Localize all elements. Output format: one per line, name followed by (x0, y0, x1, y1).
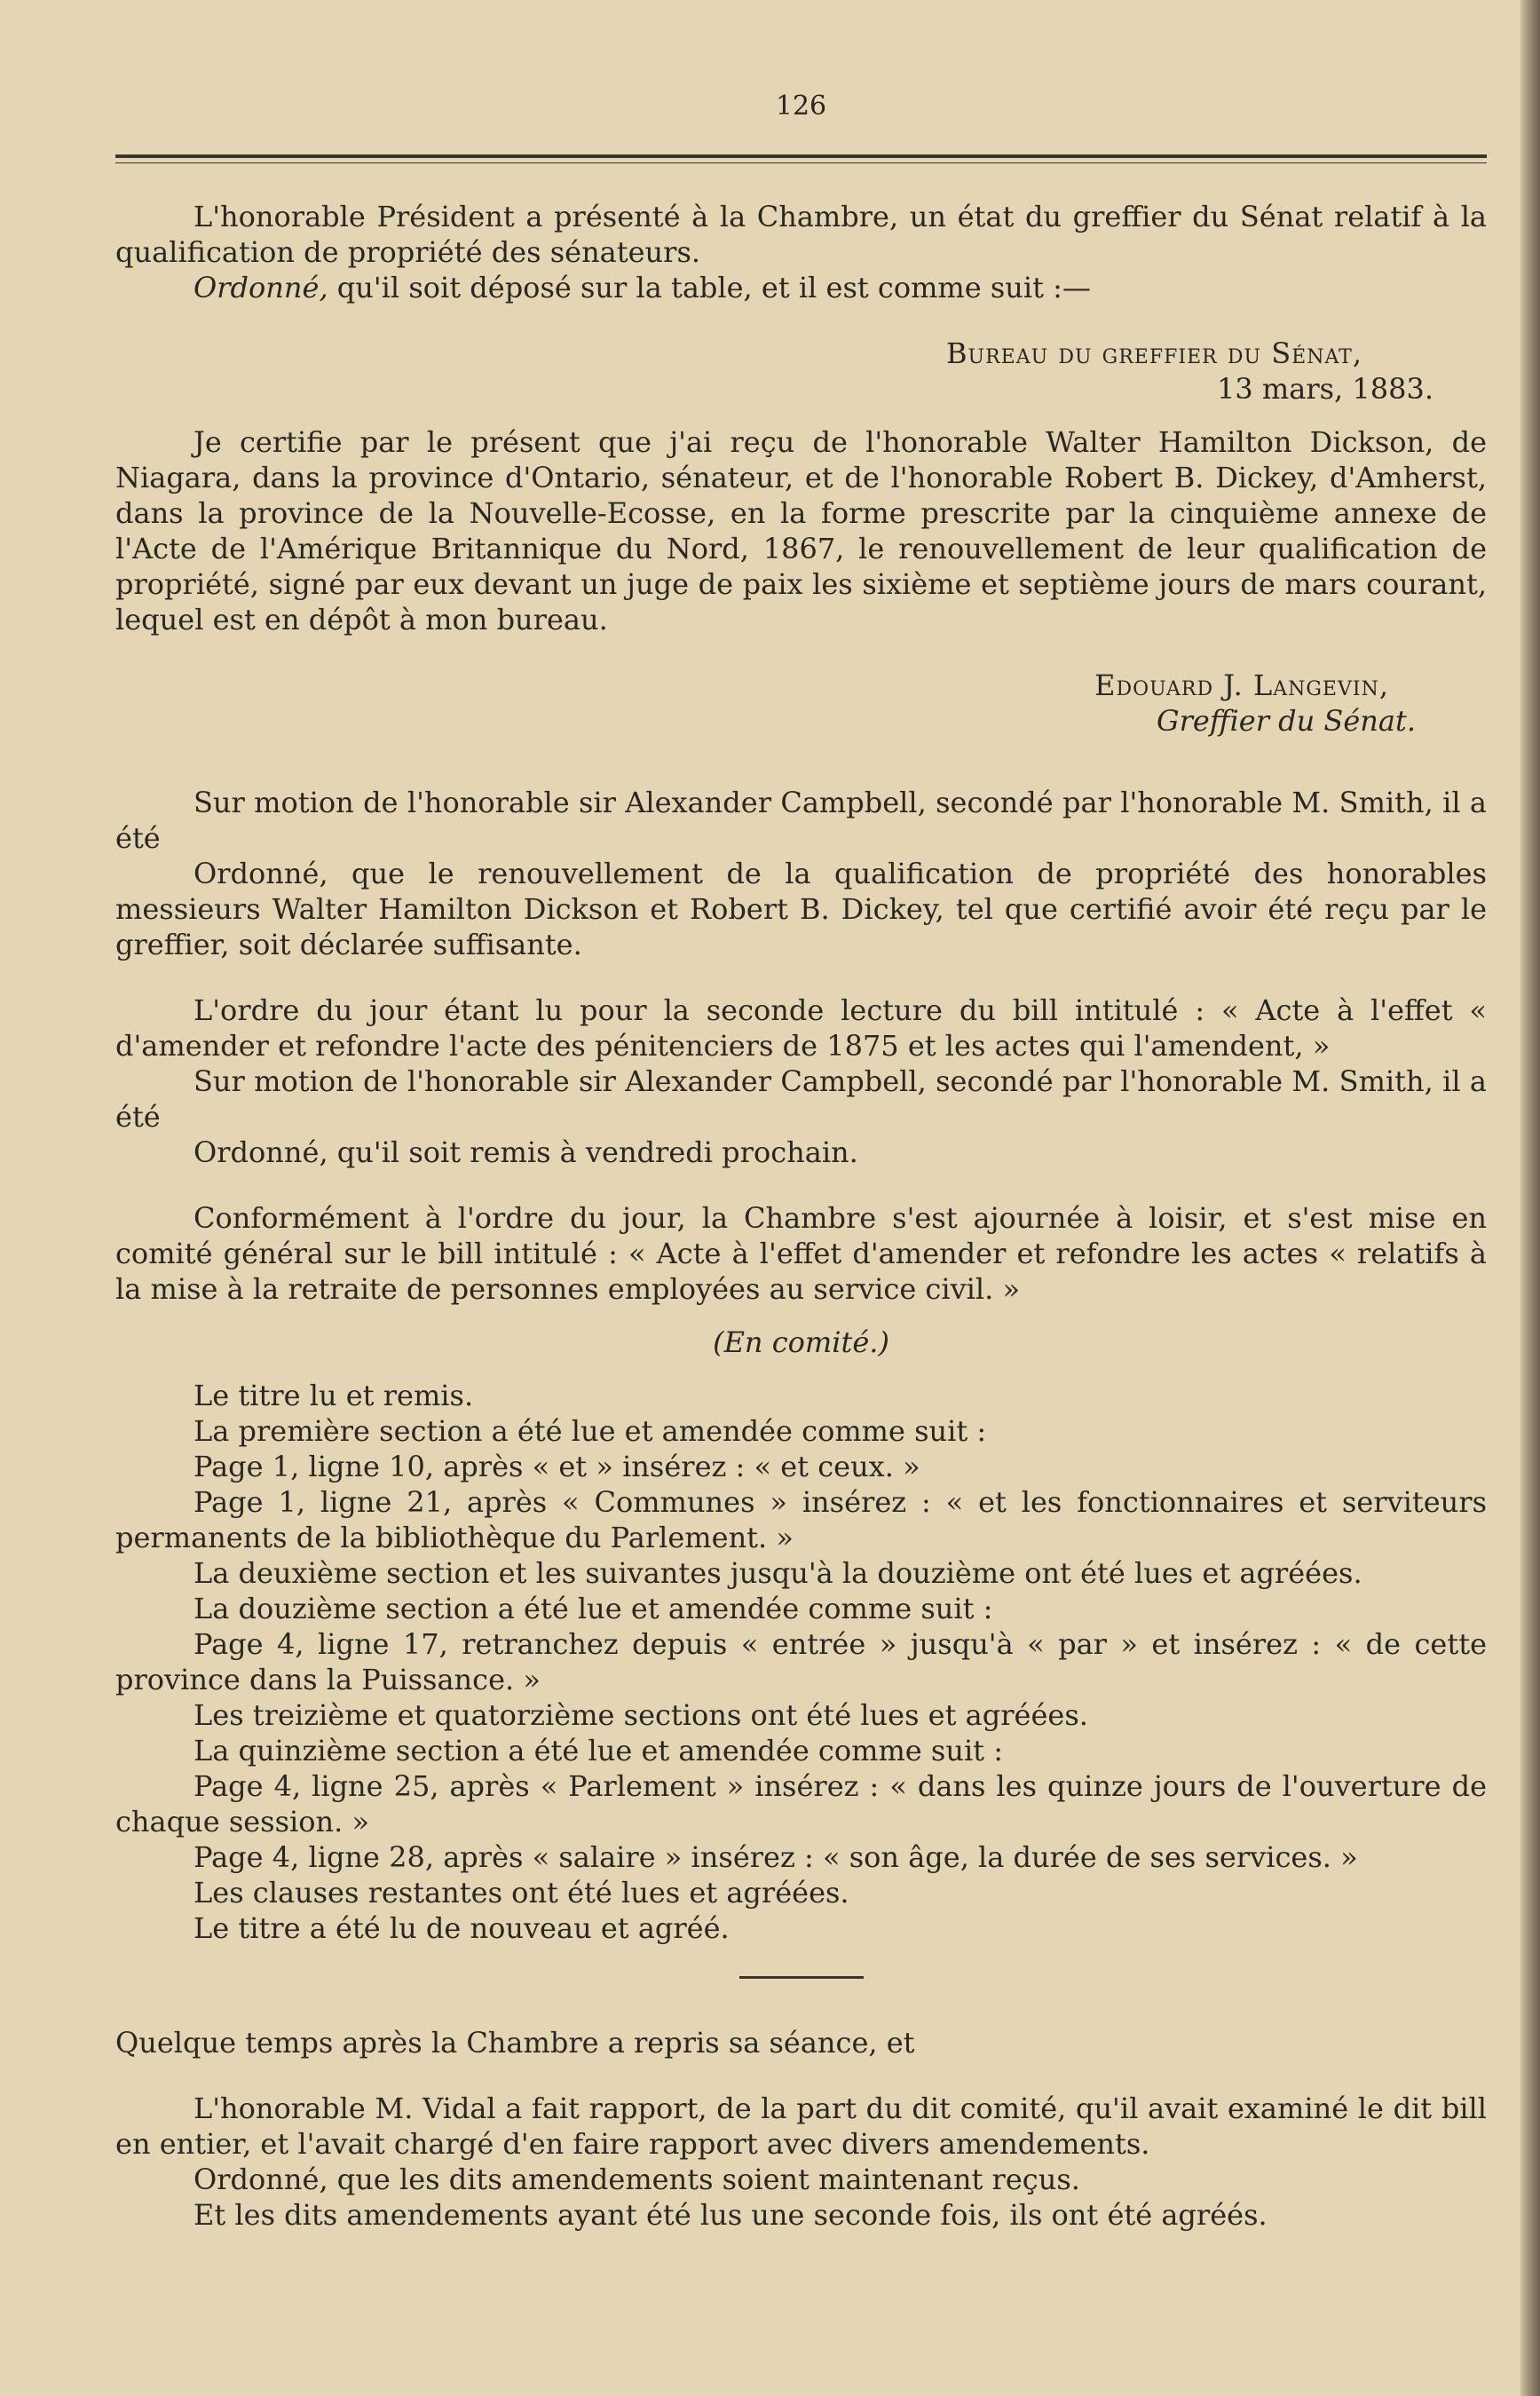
president-statement: L'honorable Président a présenté à la Chambre, un état du greffier du Sénat relatif à la qualification de propriété des sénateurs. (115, 200, 1487, 269)
signature-name: Edouard J. Langevin, (1094, 668, 1389, 702)
amendments-agreed: Et les dits amendements ayant été lus une seconde fois, ils ont été agréés. (193, 2198, 1268, 2232)
certification-text: Je certifie par le présent que j'ai reçu de l'honorable Walter Hamilton Dickson, de Niagara, dans la province d'Ontario, sénateur, et de l'honorable Robert B. Dickey, d'Amherst, dans la province de la Nouvelle-Ecosse, en la forme prescrite par la cinquième annexe de l'Acte de l'Amérique Britannique du Nord, 1867, le renouvellement de leur qualification de propriété, signé par eux devant un juge de paix les sixième et septième jours de mars courant, lequel est en dépôt à mon bureau. (115, 425, 1487, 637)
committee-line: Le titre a été lu de nouveau et agréé. (193, 1911, 730, 1945)
en-comite-heading: (En comité.) (713, 1325, 889, 1359)
committee-line: Le titre lu et remis. (193, 1379, 474, 1412)
committee-line: Page 4, ligne 25, après « Parlement » insérez : « dans les quinze jours de l'ouverture de chaque session. » (115, 1769, 1487, 1839)
order-qualification: Ordonné, que le renouvellement de la qualification de propriété des honorables messieurs Walter Hamilton Dickson et Robert B. Dickey, tel que certifié avoir été reçu par le greffier, soit déclarée suffisante. (115, 857, 1487, 961)
header-rule-thin (115, 162, 1487, 163)
journal-page (115, 89, 1487, 2233)
order-deposit (115, 270, 1487, 305)
committee-line: Page 1, ligne 21, après « Communes » insérez : « et les fonctionnaires et serviteurs permanents de la bibliothèque du Parlement. » (115, 1485, 1487, 1554)
bureau-date: 13 mars, 1883. (1217, 372, 1433, 406)
signature-title: Greffier du Sénat. (1157, 704, 1416, 738)
committee-proceedings (115, 1378, 1487, 1946)
committee-line: La première section a été lue et amendée comme suit : (193, 1414, 987, 1448)
committee-line: La deuxième section et les suivantes jusqu'à la douzième ont été lues et agréées. (193, 1556, 1362, 1590)
committee-line: Page 1, ligne 10, après « et » insérez : « et ceux. » (193, 1450, 920, 1483)
order-receive: Ordonné, que les dits amendements soient maintenant reçus. (193, 2163, 1080, 2196)
page-edge-shadow (1520, 0, 1540, 2396)
motion-campbell-1: Sur motion de l'honorable sir Alexander Campbell, secondé par l'honorable M. Smith, il a été (115, 786, 1487, 855)
committee-line: Page 4, ligne 17, retranchez depuis « entrée » jusqu'à « par » et insérez : « de cette province dans la Puissance. » (115, 1627, 1487, 1696)
bureau-heading: Bureau du greffier du Sénat, (946, 336, 1362, 370)
header-rule-thick (115, 154, 1487, 158)
order-deposit-text: qu'il soit déposé sur la table, et il est comme suit :— (328, 271, 1091, 304)
committee-line: La douzième section a été lue et amendée comme suit : (193, 1592, 993, 1625)
page-number: 126 (775, 91, 827, 122)
order-postpone: Ordonné, qu'il soit remis à vendredi prochain. (193, 1135, 858, 1169)
committee-line: Les treizième et quatorzième sections ont été lues et agréées. (193, 1698, 1088, 1732)
motion-campbell-2: Sur motion de l'honorable sir Alexander Campbell, secondé par l'honorable M. Smith, il a été (115, 1064, 1487, 1134)
committee-line: Page 4, ligne 28, après « salaire » insérez : « son âge, la durée de ses services. » (193, 1840, 1358, 1874)
committee-line: Les clauses restantes ont été lues et agréées. (193, 1876, 849, 1910)
committee-report: L'honorable M. Vidal a fait rapport, de la part du dit comité, qu'il avait examiné le dit bill en entier, et l'avait chargé d'en faire rapport avec divers amendements. (115, 2092, 1487, 2161)
order-of-day: L'ordre du jour étant lu pour la seconde lecture du bill intitulé : « Acte à l'effet « d'amender et refondre l'acte des pénitenciers de 1875 et les actes qui l'amendent, » (115, 993, 1487, 1063)
committee-intro: Conformément à l'ordre du jour, la Chambre s'est ajournée à loisir, et s'est mise en comité général sur le bill intitulé : « Acte à l'effet d'amender et refondre les actes « relatifs à la mise à la retraite de personnes employées au service civil. » (115, 1201, 1487, 1306)
session-resumed: Quelque temps après la Chambre a repris sa séance, et (115, 2026, 915, 2060)
order-deposit-lead: Ordonné, (193, 271, 328, 304)
committee-line: La quinzième section a été lue et amendée comme suit : (193, 1734, 1003, 1767)
